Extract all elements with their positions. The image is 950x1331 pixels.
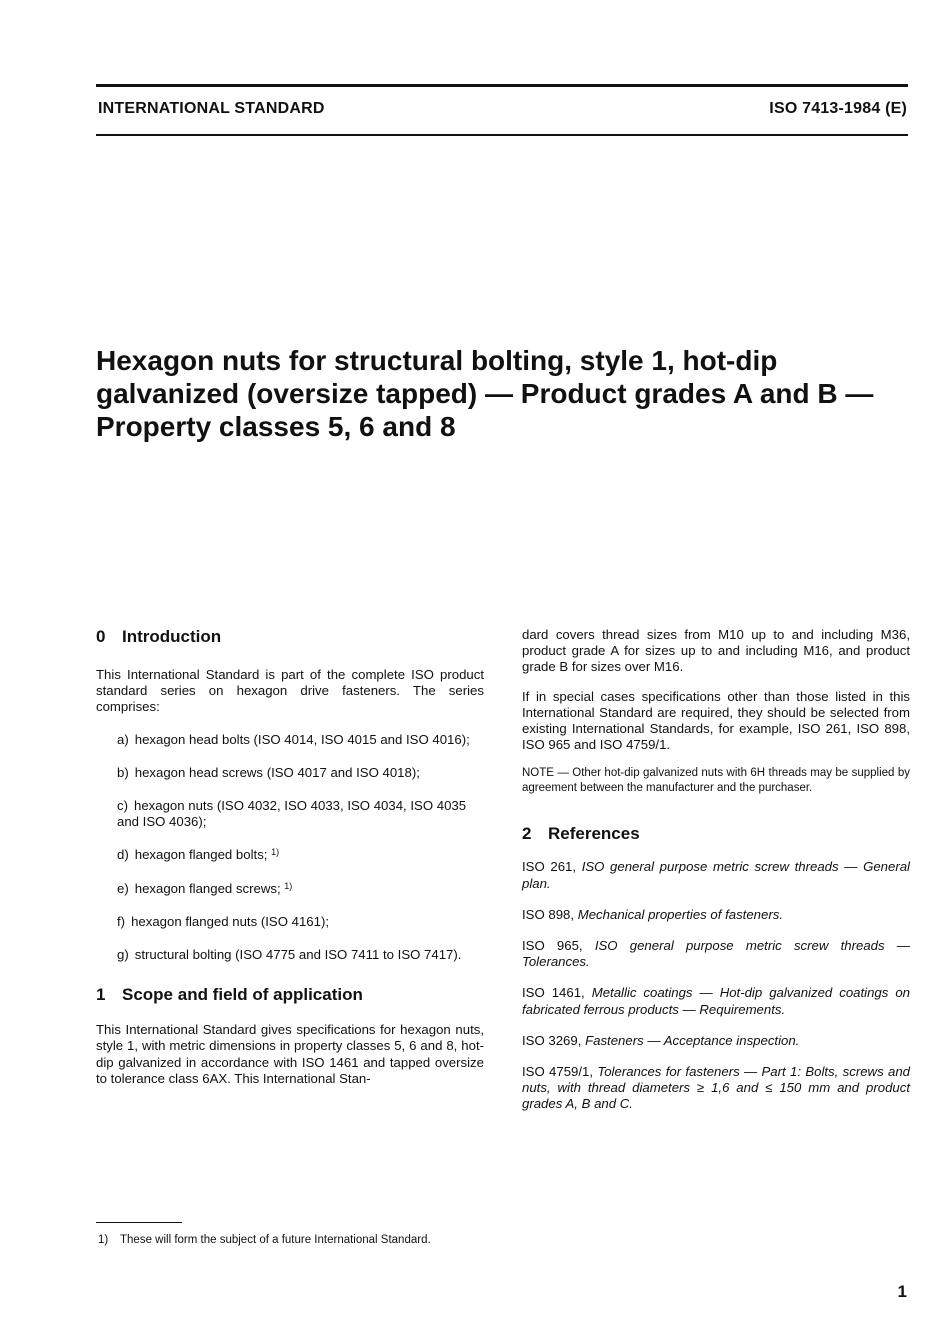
section-0-heading xyxy=(96,627,484,647)
section-2-title: References xyxy=(548,824,640,844)
footnote-rule xyxy=(96,1222,182,1223)
reference-item: ISO 1461, Metallic coatings — Hot-dip galvanized coatings on fabricated ferrous products — Requirements. xyxy=(522,985,911,1017)
scope-paragraph-2: If in special cases specifications other than those listed in this International Standard are required, they should be selected from existing International Standards, for example, ISO 261, ISO 898, ISO 965 and ISO 4759/1. xyxy=(522,688,910,753)
scope-note: NOTE — Other hot-dip galvanized nuts with 6H threads may be supplied by agreement between the manufacturer and the purchaser. xyxy=(522,767,910,795)
section-0-number: 0 xyxy=(96,627,106,646)
header-doc-number: ISO 7413-1984 (E) xyxy=(769,100,907,117)
scope-paragraph-continued: dard covers thread sizes from M10 up to and including M36, product grade A for sizes up to and including M16, and product grade B for sizes over M16. xyxy=(522,627,910,675)
section-2-heading xyxy=(522,824,910,844)
page-number: 1 xyxy=(897,1282,907,1301)
title-line-1: Hexagon nuts for structural bolting, style 1, hot-dip xyxy=(96,345,778,376)
right-column xyxy=(522,627,910,1128)
reference-item: ISO 3269, Fasteners — Acceptance inspection. xyxy=(522,1032,800,1048)
list-item: e) hexagon flanged screws; $^{1)}$ xyxy=(117,880,293,896)
list-item: g) structural bolting (ISO 4775 and ISO 7411 to ISO 7417). xyxy=(117,947,462,963)
list-item: a) hexagon head bolts (ISO 4014, ISO 4015 and ISO 4016); xyxy=(117,731,470,747)
references-list xyxy=(522,859,910,1112)
title-line-3: Property classes 5, 6 and 8 xyxy=(96,411,456,442)
header-top-rule xyxy=(96,84,908,87)
footnote-ref: 1) xyxy=(284,880,293,891)
intro-paragraph: This International Standard is part of the complete ISO product standard series on hexagon drive fasteners. The series comprises: xyxy=(96,667,484,715)
section-0-title: Introduction xyxy=(122,627,222,646)
scope-paragraph-start: This International Standard gives specifications for hexagon nuts, style 1, with metric dimensions in property classes 5, 6 and 8, hot-dip galvanized in accordance with ISO 1461 and tapped oversize to tolerance class 6AX. This International Stan- xyxy=(96,1022,484,1086)
left-column xyxy=(96,627,484,1087)
series-list xyxy=(96,732,484,964)
list-item: f) hexagon flanged nuts (ISO 4161); xyxy=(117,913,330,929)
reference-item: ISO 4759/1, Tolerances for fasteners — Part 1: Bolts, screws and nuts, with thread diameters ≥ 1,6 and ≤ 150 mm and product grades A, B and C. xyxy=(522,1064,910,1112)
list-item: c) hexagon nuts (ISO 4032, ISO 4033, ISO 4034, ISO 4035 and ISO 4036); xyxy=(117,798,467,830)
reference-item: ISO 898, Mechanical properties of fasteners. xyxy=(522,906,783,922)
section-1-title: Scope and field of application xyxy=(122,985,363,1005)
section-1-heading xyxy=(96,985,484,1005)
header-doc-type: INTERNATIONAL STANDARD xyxy=(98,100,325,117)
reference-item: ISO 261, ISO general purpose metric screw threads — General plan. xyxy=(522,859,910,891)
list-item: d) hexagon flanged bolts; $^{1)}$ xyxy=(117,847,280,863)
list-item: b) hexagon head screws (ISO 4017 and ISO 4018); xyxy=(117,764,420,780)
header-bottom-rule xyxy=(96,134,908,136)
footnote: 1) These will form the subject of a future International Standard. xyxy=(98,1234,431,1246)
reference-item: ISO 965, ISO general purpose metric screw threads — Tolerances. xyxy=(522,938,910,970)
document-title xyxy=(96,344,916,443)
footnote-ref: 1) xyxy=(271,847,280,858)
section-2-number: 2 xyxy=(522,824,532,844)
title-line-2: galvanized (oversize tapped) — Product grades A and B — xyxy=(96,378,874,409)
section-1-number: 1 xyxy=(96,985,106,1005)
